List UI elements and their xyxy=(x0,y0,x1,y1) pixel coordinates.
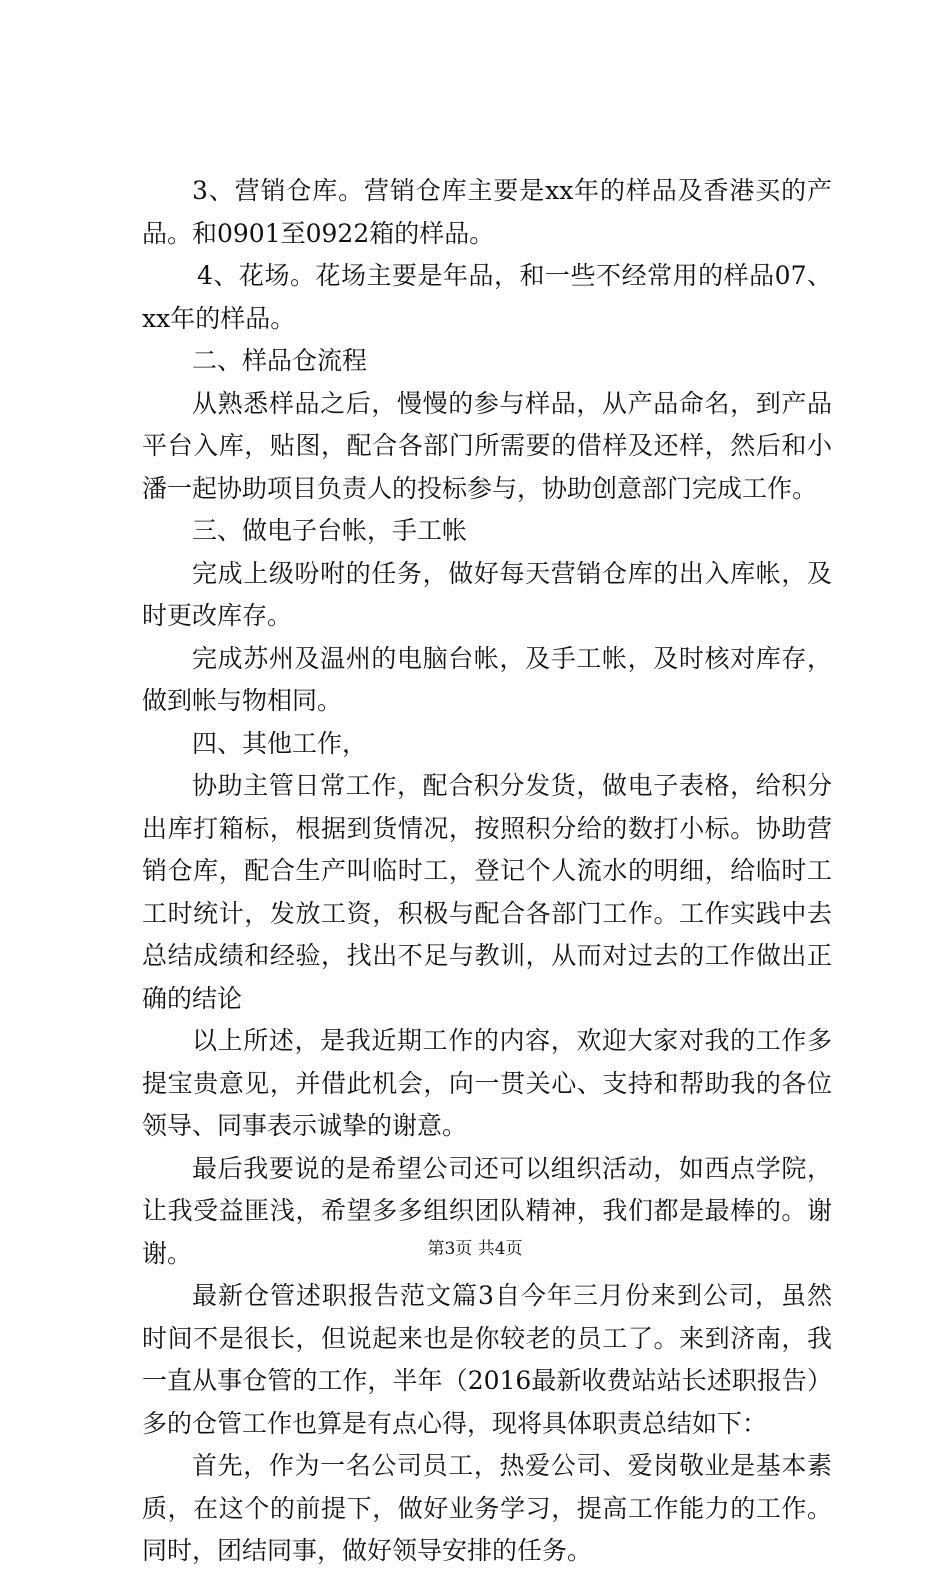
paragraph-summary: 以上所述，是我近期工作的内容，欢迎大家对我的工作多提宝贵意见，并借此机会，向一贯关心、支持和帮助我的各位领导、同事表示诚挚的谢意。 xyxy=(142,1026,832,1140)
paragraph-ledgers-2: 完成苏州及温州的电脑台帐，及手工帐，及时核对库存，做到帐与物相同。 xyxy=(142,643,832,715)
document-body xyxy=(142,170,832,1573)
paragraph-report-3-first: 首先，作为一名公司员工，热爱公司、爱岗敬业是基本素质，在这个的前提下，做好业务学习，提高工作能力的工作。同时，团结同事，做好领导安排的任务。 xyxy=(142,1451,832,1565)
paragraph-flower-field: 4、花场。花场主要是年品，和一些不经常用的样品07、xx年的样品。 xyxy=(142,261,832,333)
paragraph-marketing-warehouse: 3、营销仓库。营销仓库主要是xx年的样品及香港买的产品。和0901至0922箱的样品。 xyxy=(142,176,832,248)
section-heading-ledgers: 三、做电子台帐，手工帐 xyxy=(192,516,468,545)
paragraph-ledgers-1: 完成上级吩咐的任务，做好每天营销仓库的出入库帐，及时更改库存。 xyxy=(142,558,832,630)
paragraph-report-3-intro: 最新仓管述职报告范文篇3自今年三月份来到公司，虽然时间不是很长，但说起来也是你较老的员工了。来到济南，我一直从事仓管的工作，半年（2016最新收费站站长述职报告）多的仓管工作也算是有点心得，现将具体职责总结如下： xyxy=(142,1281,832,1438)
paragraph-sample-process: 从熟悉样品之后，慢慢的参与样品，从产品命名，到产品平台入库，贴图，配合各部门所需要的借样及还样，然后和小潘一起协助项目负责人的投标参与，协助创意部门完成工作。 xyxy=(142,388,832,503)
paragraph-closing: 最后我要说的是希望公司还可以组织活动，如西点学院，让我受益匪浅，希望多多组织团队精神，我们都是最棒的。谢谢。 xyxy=(142,1153,832,1268)
section-heading-sample-process: 二、样品仓流程 xyxy=(192,346,368,375)
section-heading-other-work: 四、其他工作， xyxy=(192,728,368,758)
page-number-footer: 第3页 共4页 xyxy=(427,1239,523,1259)
paragraph-other-work: 协助主管日常工作，配合积分发货，做电子表格，给积分出库打箱标，根据到货情况，按照积分给的数打小标。协助营销仓库，配合生产叫临时工，登记个人流水的明细，给临时工工时统计，发放工资，积极与配合各部门工作。工作实践中去总结成绩和经验，找出不足与教训，从而对过去的工作做出正确的结论 xyxy=(142,771,832,1013)
